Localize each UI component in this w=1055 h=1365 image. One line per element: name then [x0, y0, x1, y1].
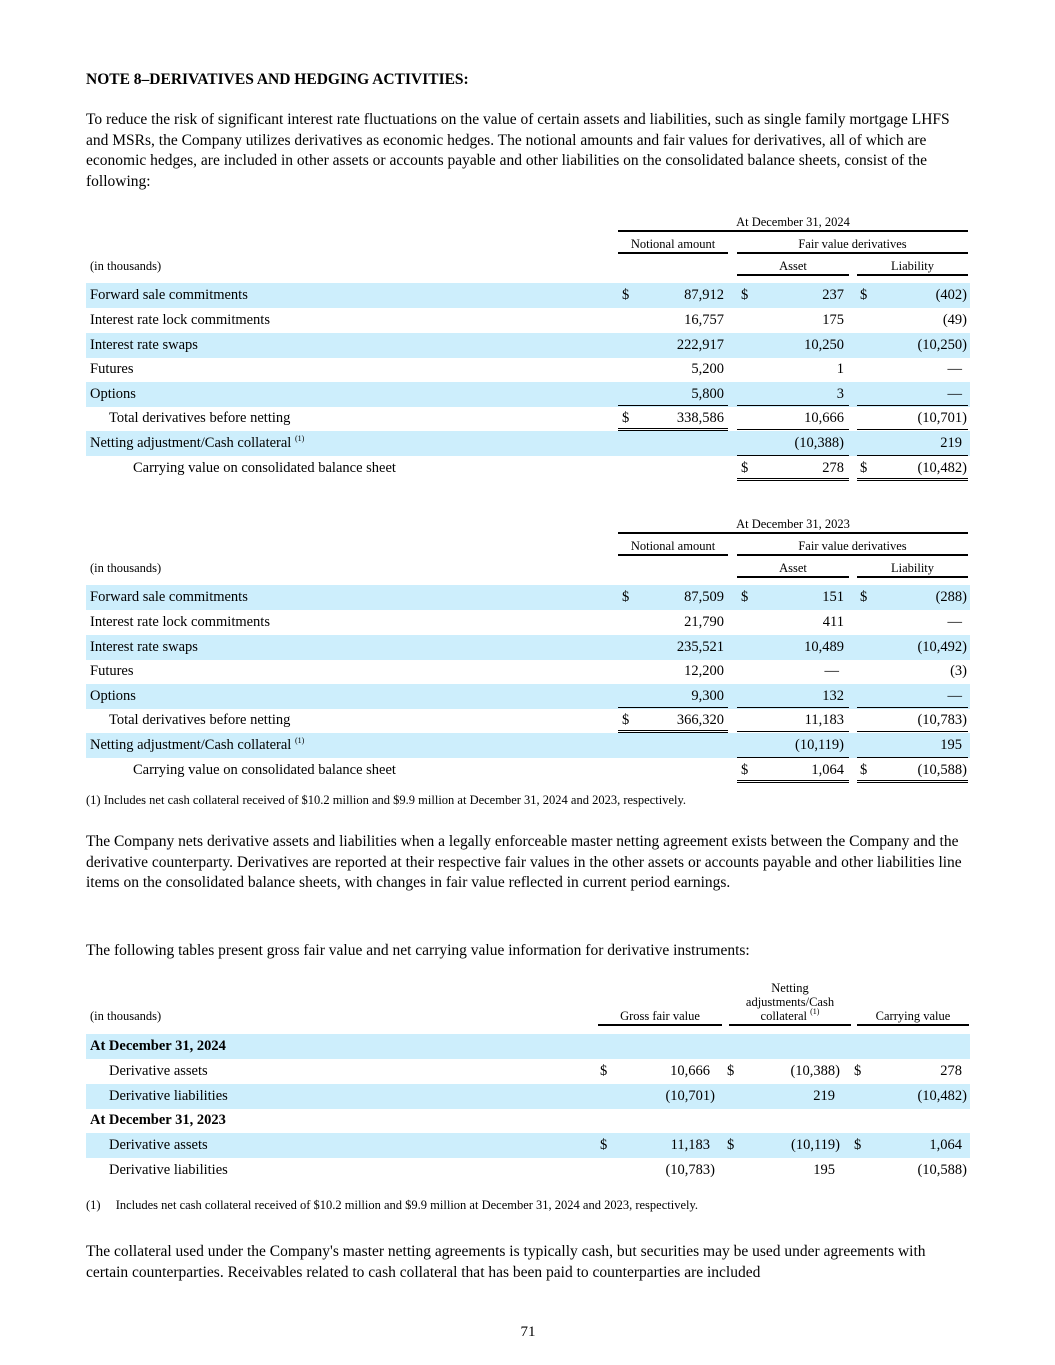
currency-symbol: $ [860, 287, 868, 303]
liability-value: — [947, 688, 962, 704]
row-label: Derivative assets [109, 1063, 208, 1079]
footnote-marker: (1) [294, 736, 305, 745]
netting-value: (10,119) [791, 1137, 840, 1153]
asset-value: 10,666 [804, 410, 844, 426]
row-label: Derivative liabilities [109, 1088, 228, 1104]
row-label: Forward sale commitments [90, 589, 248, 605]
period-header: At December 31, 2023 [736, 517, 850, 531]
intro-paragraph: To reduce the risk of significant interest rate fluctuations on the value of certain assets and liabilities, such as single family mortgage LHFS and MSRs, the Company utilizes derivatives as economic hedges. The notional amounts and fair values for derivatives, all of which are economic hedges, are included in other assets or accounts payable and other liabilities on the consolidated balance sheets, consist of the following: [86, 111, 950, 190]
table-row [86, 308, 970, 333]
currency-symbol: $ [860, 589, 868, 605]
liability-value: (49) [942, 312, 967, 328]
row-label: Futures [90, 663, 134, 679]
asset-header: Asset [779, 259, 807, 273]
liability-value: (3) [950, 663, 967, 679]
netting-header-line: Netting [771, 981, 809, 995]
asset-value: 10,250 [804, 337, 844, 353]
period-header: At December 31, 2024 [736, 215, 850, 229]
carrying-value: 1,064 [929, 1137, 962, 1153]
header-rule [737, 554, 968, 556]
table-row [86, 357, 970, 382]
footnote-text: Includes net cash collateral received of $10.2 million and $9.9 million at December 31, 2024 and 2023, respectively. [115, 1198, 699, 1212]
row-label-text: Netting adjustment/Cash collateral [90, 435, 292, 451]
row-label: Total derivatives before netting [109, 410, 291, 426]
asset-value: 411 [822, 614, 844, 630]
carrying-value: (10,482) [917, 1088, 967, 1104]
liability-value: (10,783) [917, 712, 967, 728]
total-double-rule [857, 478, 968, 481]
collateral-paragraph: The collateral used under the Company's master netting agreements is typically cash, but securities may be used under agreements with certain counterparties. Receivables related to cash collateral that has been paid to counterparties are included [86, 1243, 926, 1281]
liability-value: — [947, 614, 962, 630]
notional-value: 12,200 [684, 663, 724, 679]
table-row [86, 1059, 970, 1084]
header-rule [857, 1024, 969, 1026]
carrying-value: 278 [940, 1063, 962, 1079]
table-row [86, 382, 970, 407]
asset-value: 10,489 [804, 639, 844, 655]
row-label: Carrying value on consolidated balance sheet [133, 460, 396, 476]
asset-value: 237 [822, 287, 844, 303]
currency-symbol: $ [600, 1063, 608, 1079]
netting-header-text: collateral [760, 1009, 808, 1023]
asset-value: (10,119) [795, 737, 844, 753]
table-row [86, 1133, 970, 1158]
row-label: Futures [90, 361, 134, 377]
row-label: Forward sale commitments [90, 287, 248, 303]
asset-value: 11,183 [804, 712, 844, 728]
carrying-header: Carrying value [875, 1009, 951, 1023]
notional-value: 21,790 [684, 614, 724, 630]
currency-symbol: $ [600, 1137, 608, 1153]
table-row [86, 585, 970, 610]
header-rule [618, 252, 728, 254]
currency-symbol: $ [622, 589, 630, 605]
asset-header: Asset [779, 561, 807, 575]
notional-header: Notional amount [630, 237, 716, 251]
notional-value: 366,320 [676, 712, 724, 728]
asset-value: 1 [836, 361, 844, 377]
asset-value: 151 [822, 589, 844, 605]
table-row [86, 1158, 970, 1183]
currency-symbol: $ [727, 1137, 735, 1153]
liability-value: (10,492) [917, 639, 967, 655]
currency-symbol: $ [622, 712, 630, 728]
header-rule [618, 532, 968, 534]
netting-value: 219 [813, 1088, 835, 1104]
liability-value: 195 [940, 737, 962, 753]
liability-value: (402) [935, 287, 967, 303]
table-row-total [86, 708, 970, 733]
currency-symbol: $ [741, 589, 749, 605]
header-rule [737, 274, 849, 276]
header-rule [737, 252, 968, 254]
liability-value: (10,250) [917, 337, 967, 353]
row-label [90, 435, 304, 452]
notional-value: 235,521 [676, 639, 724, 655]
row-label: Options [90, 688, 136, 704]
row-label: Total derivatives before netting [109, 712, 291, 728]
asset-value: (10,388) [794, 435, 844, 451]
units-label: (in thousands) [90, 1009, 162, 1023]
liability-value: (10,482) [917, 460, 967, 476]
tables-intro-paragraph: The following tables present gross fair value and net carrying value information for derivative instruments: [86, 942, 750, 959]
asset-value: — [824, 663, 839, 679]
header-rule [618, 230, 968, 232]
liability-value: 219 [940, 435, 962, 451]
gross-value: 10,666 [670, 1063, 710, 1079]
table-row [86, 684, 970, 709]
units-label: (in thousands) [90, 259, 162, 273]
row-label: Interest rate lock commitments [90, 614, 270, 630]
footnote-number: (1) [86, 1198, 101, 1212]
table-row [86, 635, 970, 660]
currency-symbol: $ [741, 460, 749, 476]
header-rule [857, 576, 968, 578]
header-rule [618, 554, 728, 556]
footnote-marker: (1) [294, 434, 305, 443]
footnote-marker: (1) [810, 1007, 820, 1016]
row-label: Interest rate swaps [90, 639, 198, 655]
netting-header-line: adjustments/Cash [745, 995, 835, 1009]
gross-value: (10,701) [665, 1088, 715, 1104]
row-label: Carrying value on consolidated balance sheet [133, 762, 396, 778]
table-row [86, 1084, 970, 1109]
table-row-carrying [86, 758, 970, 783]
table-row [86, 733, 970, 758]
liability-value: (10,588) [917, 762, 967, 778]
liability-header: Liability [890, 561, 935, 575]
total-double-rule [737, 780, 849, 783]
subtotal-rule [857, 429, 968, 430]
table-row [86, 610, 970, 635]
currency-symbol: $ [622, 410, 630, 426]
liability-header: Liability [890, 259, 935, 273]
header-rule [857, 274, 968, 276]
table-row [86, 431, 970, 456]
liability-value: (288) [935, 589, 967, 605]
asset-value: 1,064 [811, 762, 844, 778]
notional-value: 222,917 [676, 337, 724, 353]
table-row [86, 283, 970, 308]
fair-value-header: Fair value derivatives [798, 539, 907, 553]
currency-symbol: $ [622, 287, 630, 303]
gross-net-footnote [86, 1198, 698, 1213]
asset-value: 175 [822, 312, 844, 328]
gross-header: Gross fair value [620, 1009, 700, 1023]
table-row-carrying [86, 456, 970, 481]
notional-value: 87,509 [684, 589, 724, 605]
units-label: (in thousands) [90, 561, 162, 575]
header-rule [737, 576, 849, 578]
netting-header [729, 981, 851, 1023]
liability-value: — [947, 361, 962, 377]
section-header-2024 [86, 1034, 970, 1059]
netting-paragraph: The Company nets derivative assets and liabilities when a legally enforceable master netting agreement exists between the Company and the derivative counterparty. Derivatives are reported at their respective fair values in the other assets or accounts payable and other liabilities line items on the consolidated balance sheets, with changes in fair value reflected in current period earnings. [86, 833, 962, 892]
row-label-text: Netting adjustment/Cash collateral [90, 737, 292, 753]
notional-value: 338,586 [676, 410, 724, 426]
table-row [86, 333, 970, 358]
table-row [86, 659, 970, 684]
fair-value-header: Fair value derivatives [798, 237, 907, 251]
section-title: At December 31, 2024 [90, 1038, 226, 1054]
row-label: Interest rate lock commitments [90, 312, 270, 328]
asset-value: 3 [836, 386, 844, 402]
notional-value: 9,300 [691, 688, 724, 704]
row-label: Derivative assets [109, 1137, 208, 1153]
currency-symbol: $ [854, 1137, 862, 1153]
subtotal-rule [737, 731, 849, 732]
asset-value: 278 [822, 460, 844, 476]
subtotal-rule [737, 429, 849, 430]
currency-symbol: $ [741, 762, 749, 778]
page-number: 71 [520, 1324, 536, 1340]
currency-symbol: $ [860, 460, 868, 476]
notional-value: 5,800 [691, 386, 724, 402]
section-header-2023 [86, 1108, 970, 1133]
header-rule [729, 1024, 851, 1026]
total-double-rule [737, 478, 849, 481]
section-title: At December 31, 2023 [90, 1112, 226, 1128]
row-label: Derivative liabilities [109, 1162, 228, 1178]
currency-symbol: $ [727, 1063, 735, 1079]
notional-value: 5,200 [691, 361, 724, 377]
subtotal-rule [857, 731, 968, 732]
carrying-value: (10,588) [917, 1162, 967, 1178]
liability-value: — [947, 386, 962, 402]
gross-value: 11,183 [670, 1137, 710, 1153]
currency-symbol: $ [741, 287, 749, 303]
header-rule [598, 1024, 722, 1026]
note-heading: NOTE 8–DERIVATIVES AND HEDGING ACTIVITIES: [86, 71, 469, 88]
gross-value: (10,783) [665, 1162, 715, 1178]
netting-header-line [729, 1009, 851, 1023]
table-row-total [86, 406, 970, 431]
netting-value: (10,388) [790, 1063, 840, 1079]
row-label: Options [90, 386, 136, 402]
total-double-rule [857, 780, 968, 783]
table-footnote: (1) Includes net cash collateral received of $10.2 million and $9.9 million at December 31, 2024 and 2023, respectively. [86, 793, 687, 807]
currency-symbol: $ [860, 762, 868, 778]
notional-value: 87,912 [684, 287, 724, 303]
notional-value: 16,757 [684, 312, 724, 328]
currency-symbol: $ [854, 1063, 862, 1079]
row-label: Interest rate swaps [90, 337, 198, 353]
asset-value: 132 [822, 688, 844, 704]
liability-value: (10,701) [917, 410, 967, 426]
notional-header: Notional amount [630, 539, 716, 553]
netting-value: 195 [813, 1162, 835, 1178]
row-label [90, 737, 304, 754]
